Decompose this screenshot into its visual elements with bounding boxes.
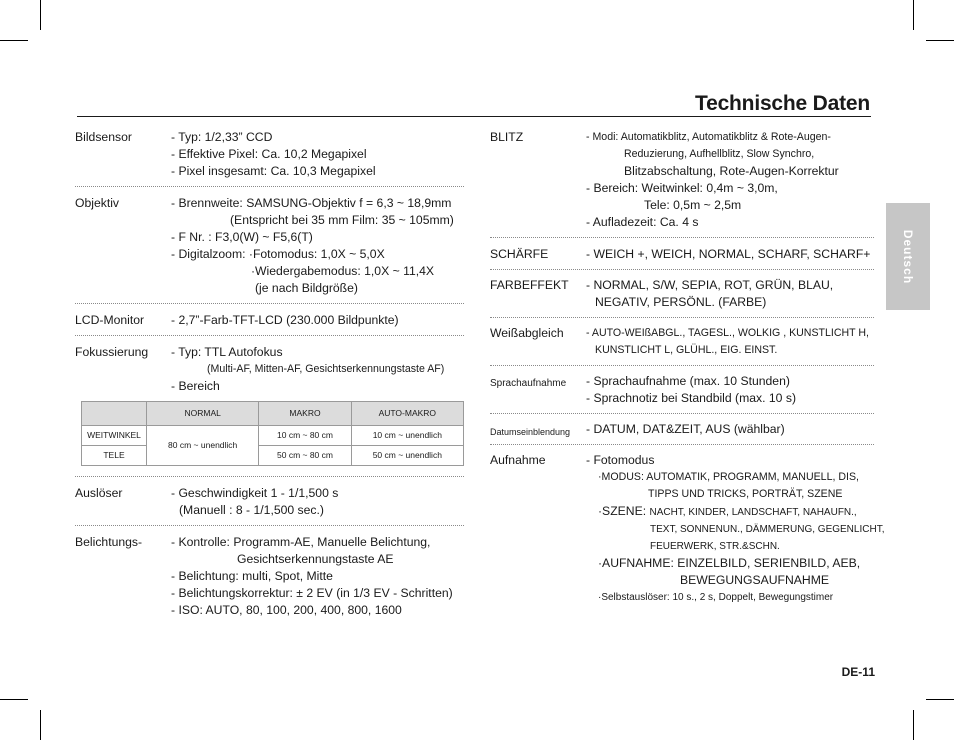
language-tab-label: Deutsch: [901, 229, 915, 284]
spec-line: - Typ: TTL Autofokus: [171, 345, 283, 359]
spec-line: - ISO: AUTO, 80, 100, 200, 400, 800, 1600: [171, 603, 402, 617]
spec-line: - 2,7”-Farb-TFT-LCD (230.000 Bildpunkte): [171, 313, 399, 327]
spec-line: - Pixel insgesamt: Ca. 10,3 Megapixel: [171, 164, 376, 178]
language-tab: [886, 203, 930, 310]
spec-line: - Modi: Automatikblitz, Automatikblitz & Rote-Augen-: [586, 131, 831, 143]
table-header-cell: MAKRO: [259, 402, 351, 426]
table-row-header: WEITWINKEL: [82, 426, 147, 446]
crop-mark: [926, 40, 954, 41]
spec-label: Objektiv: [75, 196, 120, 210]
spec-row-ausloeser: [75, 485, 464, 526]
spec-line: KUNSTLICHT L, GLÜHL., EIG. EINST.: [595, 344, 778, 356]
spec-line: - Sprachnotiz bei Standbild (max. 10 s): [586, 391, 796, 405]
spec-line: - NORMAL, S/W, SEPIA, ROT, GRÜN, BLAU,: [586, 278, 834, 292]
spec-label: Sprachaufnahme: [490, 378, 567, 389]
spec-line: - Bereich: Weitwinkel: 0,4m ~ 3,0m,: [586, 181, 778, 195]
spec-label: Aufnahme: [490, 453, 546, 467]
spec-value: [171, 195, 464, 297]
spec-line: BEWEGUNGSAUFNAHME: [680, 573, 829, 587]
spec-value: [171, 312, 464, 329]
table-cell: 80 cm ~ unendlich: [147, 426, 259, 466]
spec-row-farbeffekt: [490, 277, 874, 318]
spec-row-lcd: [75, 312, 464, 336]
spec-value: [586, 325, 874, 359]
spec-value: [586, 452, 885, 606]
spec-line: - Kontrolle: Programm-AE, Manuelle Belichtung,: [171, 535, 431, 549]
crop-mark: [40, 0, 41, 30]
crop-mark: [913, 710, 914, 740]
spec-line: Reduzierung, Aufhellblitz, Slow Synchro,: [624, 148, 815, 160]
spec-value: [171, 485, 464, 519]
spec-line: TEXT, SONNENUN., DÄMMERUNG, GEGENLICHT,: [650, 524, 885, 535]
spec-line: - Effektive Pixel: Ca. 10,2 Megapixel: [171, 147, 367, 161]
spec-label: LCD-Monitor: [75, 313, 145, 327]
spec-line: (Multi-AF, Mitten-AF, Gesichtserkennungstaste AF): [207, 363, 445, 375]
spec-line: (Manuell : 8 - 1/1,500 sec.): [179, 503, 324, 517]
spec-line: - Geschwindigkeit 1 - 1/1,500 s: [171, 486, 339, 500]
spec-line: - AUTO-WEIßABGL., TAGESL., WOLKIG , KUNSTLICHT H,: [586, 327, 869, 339]
table-row-header: TELE: [82, 446, 147, 466]
table-row: [82, 426, 464, 446]
spec-label: FARBEFFEKT: [490, 278, 569, 292]
spec-line: (Entspricht bei 35 mm Film: 35 ~ 105mm): [230, 213, 454, 227]
spec-label: Datumseinblendung: [490, 427, 571, 437]
spec-value: [586, 277, 874, 311]
spec-row-blitz: [490, 129, 874, 238]
spec-line: TIPPS UND TRICKS, PORTRÄT, SZENE: [648, 488, 843, 500]
spec-row-schaerfe: [490, 246, 874, 270]
spec-line: - Belichtungskorrektur: ± 2 EV (in 1/3 EV - Schritten): [171, 586, 453, 600]
spec-line-part: ·SZENE:: [598, 504, 647, 518]
table-header-cell: AUTO-MAKRO: [351, 402, 463, 426]
spec-line: - Brennweite: SAMSUNG-Objektiv f = 6,3 ~ 18,9mm: [171, 196, 452, 210]
table-header-cell: NORMAL: [147, 402, 259, 426]
spec-line: ·MODUS: AUTOMATIK, PROGRAMM, MANUELL, DIS,: [598, 471, 859, 483]
spec-row-aufnahme: [490, 452, 885, 612]
spec-label: SCHÄRFE: [490, 247, 549, 261]
spec-label: Fokussierung: [75, 345, 149, 359]
table-cell: 10 cm ~ unendlich: [351, 426, 463, 446]
spec-row-weissabgleich: [490, 325, 874, 366]
crop-mark: [926, 699, 954, 700]
spec-value: [586, 129, 874, 231]
table-cell: 10 cm ~ 80 cm: [259, 426, 351, 446]
spec-row-fokussierung: [75, 344, 464, 477]
table-cell: 50 cm ~ unendlich: [351, 446, 463, 466]
page-number: DE-11: [841, 665, 875, 679]
focus-range-table: [81, 401, 464, 466]
spec-line: Tele: 0,5m ~ 2,5m: [644, 198, 742, 212]
spec-line: ·Selbstauslöser: 10 s., 2 s, Doppelt, Bewegungstimer: [598, 592, 834, 603]
crop-mark: [40, 710, 41, 740]
spec-line: [586, 503, 874, 521]
spec-line: - Sprachaufnahme (max. 10 Stunden): [586, 374, 790, 388]
crop-mark: [0, 699, 28, 700]
spec-value: [171, 129, 464, 180]
spec-value: [586, 246, 874, 263]
spec-value: [171, 344, 464, 395]
spec-label: BLITZ: [490, 130, 524, 144]
spec-row-bildsensor: [75, 129, 464, 187]
spec-line: ·AUFNAHME: EINZELBILD, SERIENBILD, AEB,: [598, 556, 861, 570]
table-header-row: [82, 402, 464, 426]
spec-line: - Belichtung: multi, Spot, Mitte: [171, 569, 333, 583]
spec-line: - Typ: 1/2,33” CCD: [171, 130, 273, 144]
spec-line-part: NACHT, KINDER, LANDSCHAFT, NAHAUFN.,: [649, 507, 857, 518]
spec-line: ·Wiedergabemodus: 1,0X ~ 11,4X: [251, 264, 435, 278]
spec-row-datum: [490, 421, 874, 445]
spec-line: - Digitalzoom: ·Fotomodus: 1,0X ~ 5,0X: [171, 247, 385, 261]
spec-line: - Bereich: [171, 379, 220, 393]
crop-mark: [0, 40, 28, 41]
spec-row-objektiv: [75, 195, 464, 304]
spec-line: - Aufladezeit: Ca. 4 s: [586, 215, 699, 229]
spec-row-sprachaufnahme: [490, 373, 874, 414]
title-rule: [77, 116, 871, 117]
spec-line: FEUERWERK, STR.&SCHN.: [650, 541, 780, 552]
table-row: [82, 446, 464, 466]
page-title: Technische Daten: [695, 92, 870, 115]
spec-label: Belichtungs-: [75, 535, 143, 549]
spec-label: Bildsensor: [75, 130, 132, 144]
spec-line: - DATUM, DAT&ZEIT, AUS (wählbar): [586, 422, 785, 436]
spec-label: Weißabgleich: [490, 326, 564, 340]
spec-line: - WEICH +, WEICH, NORMAL, SCHARF, SCHARF+: [586, 247, 871, 261]
table-cell: 50 cm ~ 80 cm: [259, 446, 351, 466]
spec-label: Auslöser: [75, 486, 123, 500]
spec-line: (je nach Bildgröße): [255, 281, 358, 295]
spec-value: [586, 421, 874, 438]
spec-line: NEGATIV, PERSÖNL. (FARBE): [595, 295, 767, 309]
spec-line: Gesichtserkennungstaste AE: [237, 552, 394, 566]
table-corner-cell: [82, 402, 147, 426]
spec-line: - F Nr. : F3,0(W) ~ F5,6(T): [171, 230, 313, 244]
spec-line: Blitzabschaltung, Rote-Augen-Korrektur: [624, 164, 839, 178]
spec-column-right: [490, 129, 885, 612]
spec-value: [586, 373, 874, 407]
spec-row-belichtung: [75, 534, 464, 625]
crop-mark: [913, 0, 914, 30]
spec-column-left: [75, 129, 464, 625]
spec-line: - Fotomodus: [586, 453, 655, 467]
spec-value: [171, 534, 464, 619]
